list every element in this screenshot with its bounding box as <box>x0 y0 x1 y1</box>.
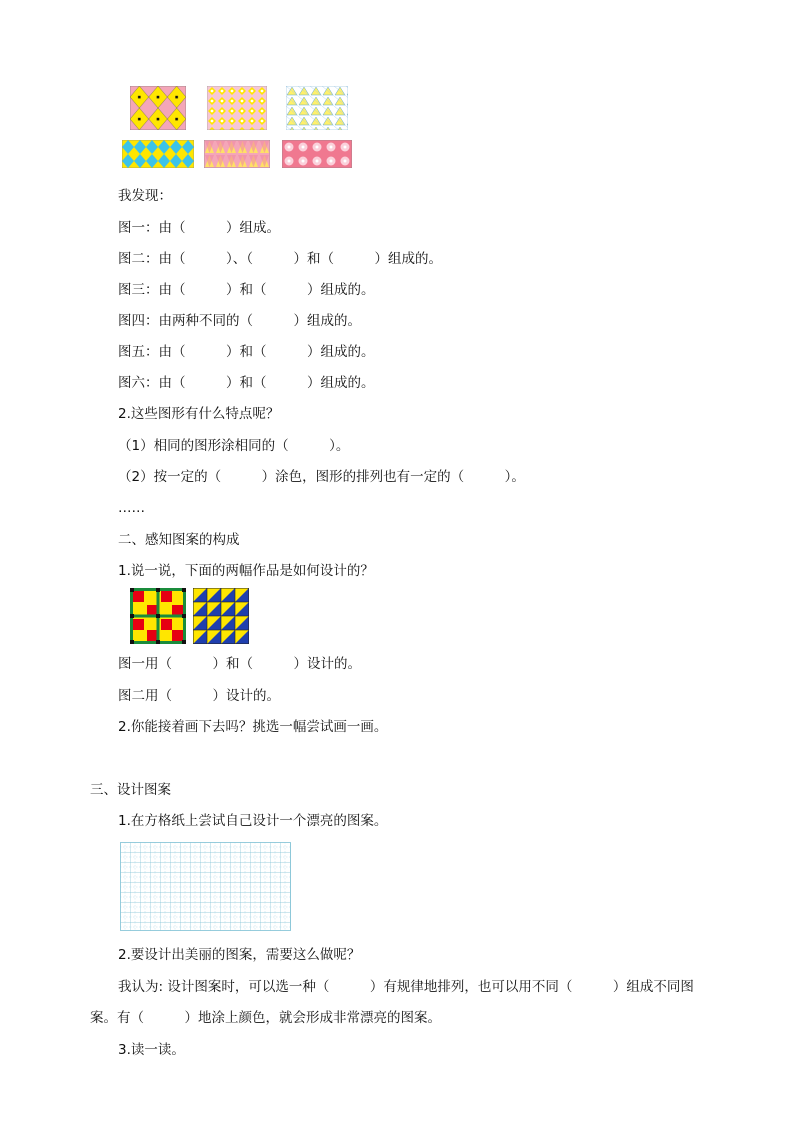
fig4-blank-sentence: 图四：由两种不同的（ ）组成的。 <box>118 313 361 329</box>
pattern-figure-2 <box>207 86 267 130</box>
section2-question-2: 2.你能接着画下去吗？挑选一幅尝试画一画。 <box>118 719 388 735</box>
pattern-figure-1 <box>130 86 186 130</box>
pattern-figure-3 <box>286 86 348 130</box>
discover-label: 我发现： <box>118 188 172 204</box>
fig2-blank-sentence: 图二：由（ ）、（ ）和（ ）组成的。 <box>118 251 442 267</box>
section2-question-1: 1.说一说，下面的两幅作品是如何设计的？ <box>118 563 374 579</box>
answer-line-1: 我认为: 设计图案时，可以选一种（ ）有规律地排列，也可以用不同（ ）组成不同图 <box>118 979 694 995</box>
section3-heading: 三、设计图案 <box>90 782 171 798</box>
design-work-2 <box>193 588 249 644</box>
fig1-blank-sentence: 图一：由（ ）组成。 <box>118 220 280 236</box>
fig3-blank-sentence: 图三：由（ ）和（ ）组成的。 <box>118 282 375 298</box>
feature-2-sentence: （2）按一定的（ ）涂色，图形的排列也有一定的（ ）。 <box>118 469 525 485</box>
section3-question-3: 3.读一读。 <box>118 1042 185 1058</box>
pattern-figure-6 <box>282 140 352 168</box>
design-2-sentence: 图二用（ ）设计的。 <box>118 688 280 704</box>
design-work-1 <box>130 588 186 644</box>
section2-heading: 二、感知图案的构成 <box>118 532 240 548</box>
feature-1-sentence: （1）相同的图形涂相同的（ ）。 <box>118 438 350 454</box>
section3-question-2: 2.要设计出美丽的图案，需要这么做呢？ <box>118 947 361 963</box>
ellipsis: …… <box>118 500 145 516</box>
grid-paper[interactable] <box>120 842 292 932</box>
pattern-figure-5 <box>204 140 270 168</box>
pattern-figure-4 <box>122 140 194 168</box>
fig5-blank-sentence: 图五：由（ ）和（ ）组成的。 <box>118 344 375 360</box>
question-features: 2.这些图形有什么特点呢？ <box>118 406 280 422</box>
answer-line-2: 案。有（ ）地涂上颜色，就会形成非常漂亮的图案。 <box>90 1010 441 1026</box>
section3-question-1: 1.在方格纸上尝试自己设计一个漂亮的图案。 <box>118 813 388 829</box>
fig6-blank-sentence: 图六：由（ ）和（ ）组成的。 <box>118 375 375 391</box>
design-1-sentence: 图一用（ ）和（ ）设计的。 <box>118 656 361 672</box>
